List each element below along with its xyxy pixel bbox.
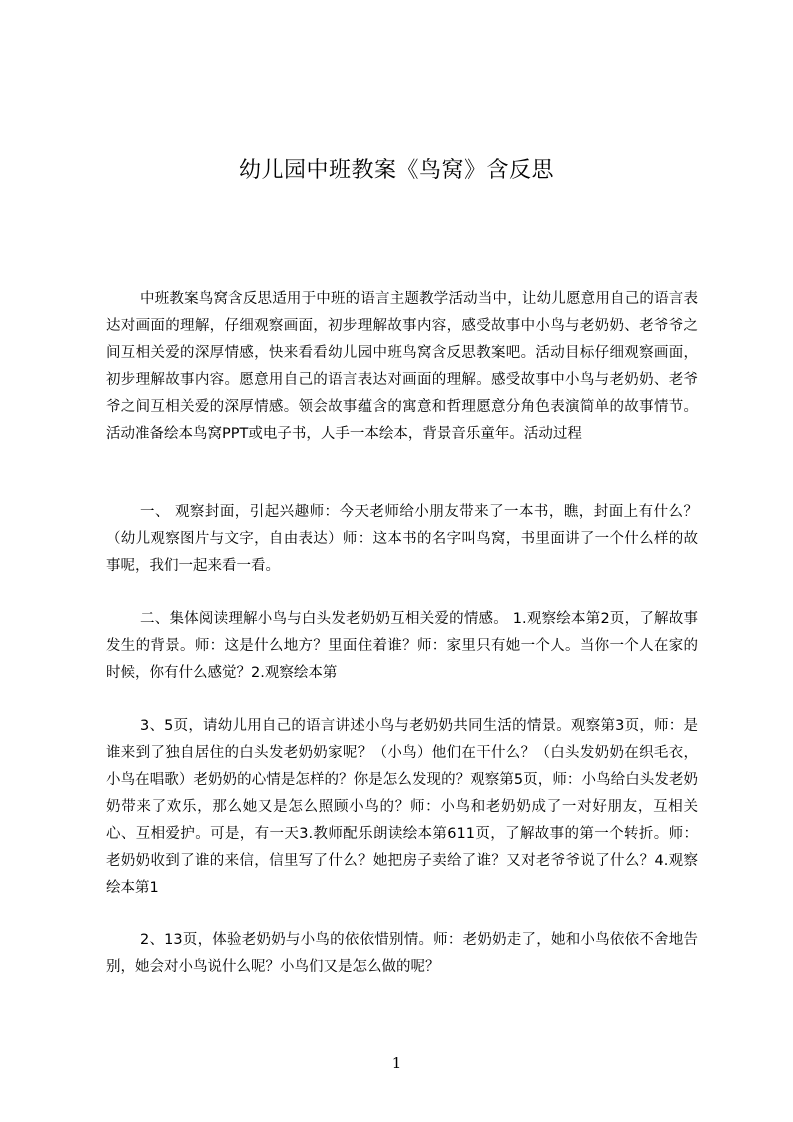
paragraph-pages-twelve-thirteen: 2、13页，体验老奶奶与小鸟的依依惜别情。师：老奶奶走了，她和小鸟依依不舍地告别，她会对小鸟说什么呢？小鸟们又是怎么做的呢？ bbox=[106, 932, 698, 975]
paragraph-step-two: 二、集体阅读理解小鸟与白头发老奶奶互相关爱的情感。 1.观察绘本第2页，了解故事发生的背景。师：这是什么地方？里面住着谁？师：家里只有她一个人。当你一个人在家的时候，你有什么感觉？2.观察绘本第 bbox=[106, 611, 698, 681]
paragraph-block-pages-twelve-thirteen bbox=[106, 927, 698, 981]
paragraph-pages-three-five: 3、5页，请幼儿用自己的语言讲述小鸟与老奶奶共同生活的情景。观察第3页，师：是谁来到了独自居住的白头发老奶奶家呢？（小鸟）他们在干什么？（白头发奶奶在织毛衣，小鸟在唱歌）老奶奶的心情是怎样的？你是怎么发现的？观察第5页，师：小鸟给白头发老奶奶带来了欢乐，那么她又是怎么照顾小鸟的？师：小鸟和老奶奶成了一对好朋友，互相关心、互相爱护。可是，有一天3.教师配乐朗读绘本第611页，了解故事的第一个转折。师：老奶奶收到了谁的来信，信里写了什么？她把房子卖给了谁？又对老爷爷说了什么？4.观察绘本第1 bbox=[106, 718, 698, 896]
paragraph-block-pages-three-five bbox=[106, 713, 698, 902]
paragraph-block-step-two bbox=[106, 606, 698, 687]
paragraph-intro: 中班教案鸟窝含反思适用于中班的语言主题教学活动当中，让幼儿愿意用自己的语言表达对画面的理解，仔细观察画面，初步理解故事内容，感受故事中小鸟与老奶奶、老爷爷之间互相关爱的深厚情感，快来看看幼儿园中班鸟窝含反思教案吧。活动目标仔细观察画面，初步理解故事内容。愿意用自己的语言表达对画面的理解。感受故事中小鸟与老奶奶、老爷爷之间互相关爱的深厚情感。领会故事蕴含的寓意和哲理愿意分角色表演简单的故事情节。活动准备绘本鸟窝PPT或电子书，人手一本绘本，背景音乐童年。活动过程 bbox=[106, 291, 698, 442]
paragraph-block-intro bbox=[106, 286, 698, 448]
paragraph-block-step-one bbox=[106, 499, 698, 580]
document-title: 幼儿园中班教案《鸟窝》含反思 bbox=[238, 157, 554, 183]
paragraph-step-one: 一、 观察封面，引起兴趣师：今天老师给小朋友带来了一本书，瞧，封面上有什么？（幼儿观察图片与文字，自由表达）师：这本书的名字叫鸟窝，书里面讲了一个什么样的故事呢，我们一起来看一看。 bbox=[106, 504, 698, 574]
page-number: 1 bbox=[391, 1054, 402, 1072]
